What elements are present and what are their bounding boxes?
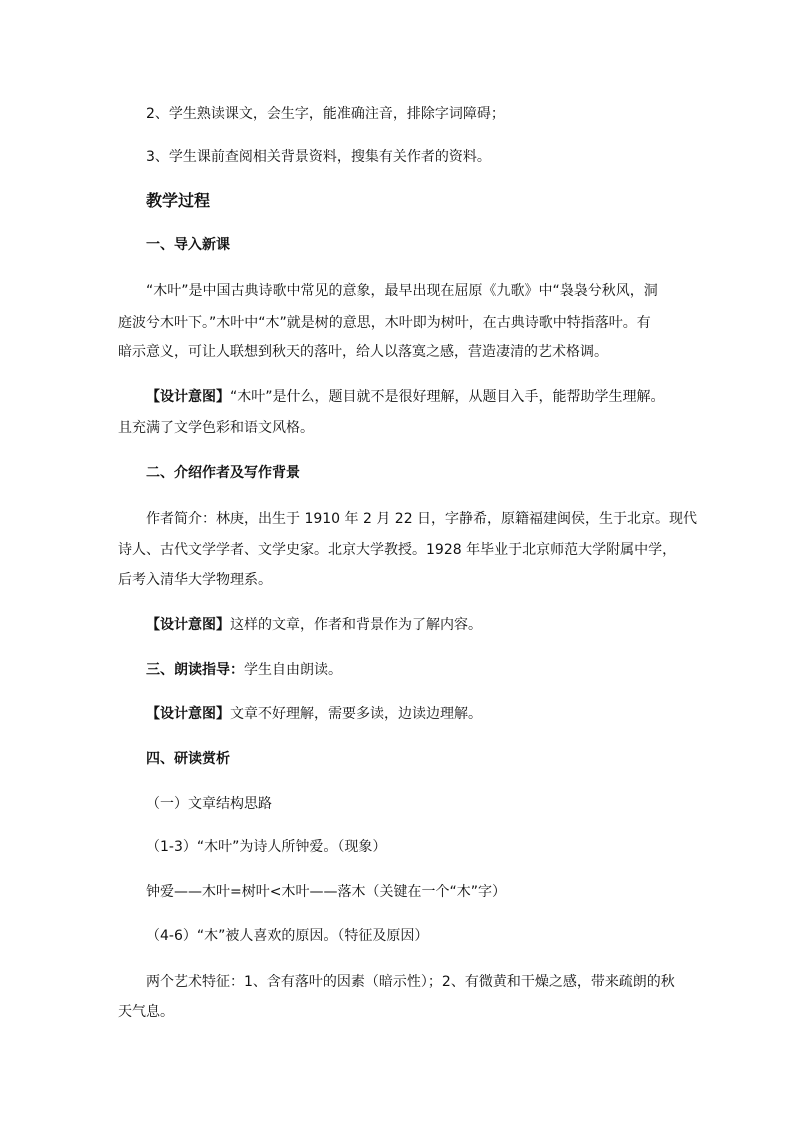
requirement-item-3: 3、学生课前查阅相关背景资料，搜集有关作者的资料。 bbox=[146, 149, 491, 165]
design-intent-3 bbox=[118, 700, 684, 728]
features-line-1: 两个艺术特征：1、含有落叶的因素（暗示性）；2、有微黄和干燥之感，带来疏朗的秋 bbox=[146, 974, 675, 990]
design-intent-text: 这样的文章，作者和背景作为了解内容。 bbox=[230, 617, 482, 633]
intro-paragraph-line-3: 暗示意义，可让人联想到秋天的落叶，给人以落寞之感，营造凄清的艺术格调。 bbox=[118, 344, 608, 360]
features-line-2: 天气息。 bbox=[118, 1004, 174, 1020]
subheading-structure: （一）文章结构思路 bbox=[146, 796, 272, 812]
heading-author-background: 二、介绍作者及写作背景 bbox=[146, 465, 300, 481]
structure-part-2: （4-6）“木”被人喜欢的原因。（特征及原因） bbox=[146, 928, 429, 944]
structure-chain: 钟爱——木叶=树叶<木叶——落木（关键在一个“木”字） bbox=[146, 884, 506, 900]
heading-reading-guidance: 三、朗读指导： bbox=[146, 662, 244, 678]
requirement-item-2: 2、学生熟读课文，会生字，能准确注音，排除字词障碍； bbox=[146, 106, 505, 122]
reading-guidance bbox=[118, 656, 684, 684]
intro-paragraph-line-1: “木叶”是中国古典诗歌中常见的意象，最早出现在屈原《九歌》中“袅袅兮秋风，洞 bbox=[146, 283, 658, 299]
heading-introduce-lesson: 一、导入新课 bbox=[146, 237, 230, 253]
author-paragraph-line-3: 后考入清华大学物理系。 bbox=[118, 572, 272, 588]
design-intent-text: “木叶”是什么，题目就不是很好理解，从题目入手，能帮助学生理解。 bbox=[230, 389, 665, 405]
design-intent-2 bbox=[118, 611, 684, 639]
design-intent-label: 【设计意图】 bbox=[146, 617, 230, 633]
design-intent-label: 【设计意图】 bbox=[146, 706, 230, 722]
design-intent-text: 文章不好理解，需要多读，边读边理解。 bbox=[230, 706, 482, 722]
author-paragraph-line-2: 诗人、古代文学学者、文学史家。北京大学教授。1928 年毕业于北京师范大学附属中学， bbox=[118, 542, 677, 558]
reading-guidance-text: 学生自由朗读。 bbox=[244, 662, 342, 678]
design-intent-label: 【设计意图】 bbox=[146, 389, 230, 405]
structure-part-1: （1-3）“木叶”为诗人所钟爱。（现象） bbox=[146, 839, 387, 855]
heading-study-analysis: 四、研读赏析 bbox=[146, 751, 230, 767]
section-title-teaching-process: 教学过程 bbox=[146, 191, 211, 210]
intro-paragraph-line-2: 庭波兮木叶下。”木叶中“木”就是树的意思，木叶即为树叶，在古典诗歌中特指落叶。有 bbox=[118, 315, 651, 331]
design-intent-1-line-2: 且充满了文学色彩和语文风格。 bbox=[118, 420, 314, 436]
design-intent-1-line-1 bbox=[118, 383, 684, 411]
author-paragraph-line-1: 作者简介：林庚，出生于 1910 年 2 月 22 日，字静希，原籍福建闽侯，生于北京。现代 bbox=[146, 511, 698, 527]
